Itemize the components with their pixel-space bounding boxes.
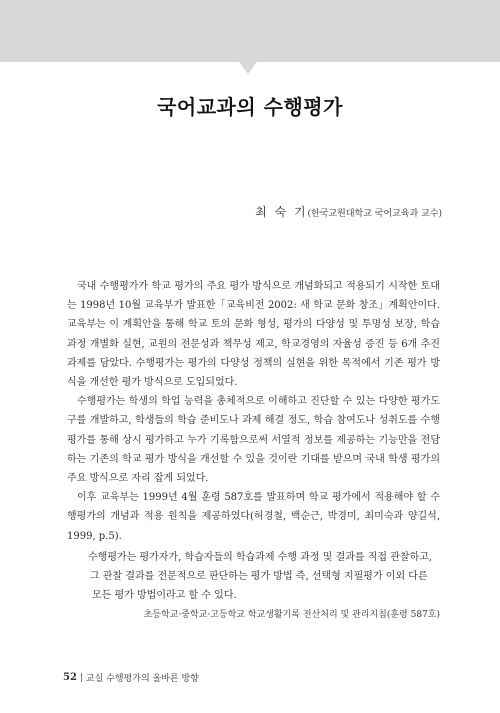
running-title: 교실 수행평가의 올바른 방향 — [85, 674, 199, 684]
footer-divider — [81, 673, 82, 682]
quote-line-2: 그 관찰 결과를 전문적으로 판단하는 평가 방법 즉, 선택형 지필평가 이외 다른 — [90, 571, 428, 582]
paragraph-3: 이후 교육부는 1999년 4월 훈령 587호를 발표하며 학교 평가에서 적용해야 할 수행평가의 개념과 적용 원칙을 제공하였다(허경철, 백순근, 박경미, 최미숙과 양길석, 1999, p.5). — [67, 492, 440, 542]
paragraph-2: 수행평가는 학생의 학업 능력을 총체적으로 이해하고 진단할 수 있는 다양한 평가도구를 개발하고, 학생들의 학습 준비도나 과제 해결 정도, 학습 참여도나 성취도를 수행평가를 통해 상시 평가하고 누가 기록함으로써 서열적 정보를 제공하는 기능만을 전담하는 기존의 학교 평가 방식을 개선할 수 있을 것이란 기대를 받으며 국내 학생 평가의 주요 방식으로 자리 잡게 되었다. — [67, 396, 440, 485]
page-footer — [63, 671, 199, 684]
header-notch — [239, 62, 257, 74]
page-title: 국어교과의 수행평가 — [157, 95, 343, 119]
quote-line-3: 모든 평가 방법이라고 할 수 있다. — [92, 590, 237, 601]
page-number: 52 — [63, 672, 77, 683]
author-affiliation: (한국교원대학교 국어교육과 교수) — [307, 209, 442, 219]
quote-line-1: 수행평가는 평가자가, 학습자들의 학습과제 수행 과정 및 결과를 직접 관찰하고, — [88, 552, 433, 563]
author-line — [255, 203, 442, 220]
quote-source: 초등학교·중학교·고등학교 학교생활기록 전산처리 및 관리지침(훈령 587호) — [143, 610, 440, 620]
block-quote — [88, 548, 433, 605]
paragraph-1: 국내 수행평가가 학교 평가의 주요 평가 방식으로 개념화되고 적용되기 시작한 토대는 1998년 10월 교육부가 발표한「교육비전 2002: 새 학교 문화 창조」계획안이다. 교육부는 이 계획안을 통해 학교 토의 문화 형성, 평가의 다양성 및 투명성 보장, 학습과정 개별화 실현, 교원의 전문성과 책무성 제고, 학교경영의 자율성 증진 등 6개 추진과제를 담았다. 수행평가는 평가의 다양성 정책의 실현을 위한 목적에서 기존 평가 방식을 개선한 평가 방식으로 도입되었다. — [67, 281, 440, 389]
header-band — [0, 0, 500, 62]
author-name: 최 숙 기 — [255, 205, 308, 219]
body-text — [67, 277, 440, 546]
